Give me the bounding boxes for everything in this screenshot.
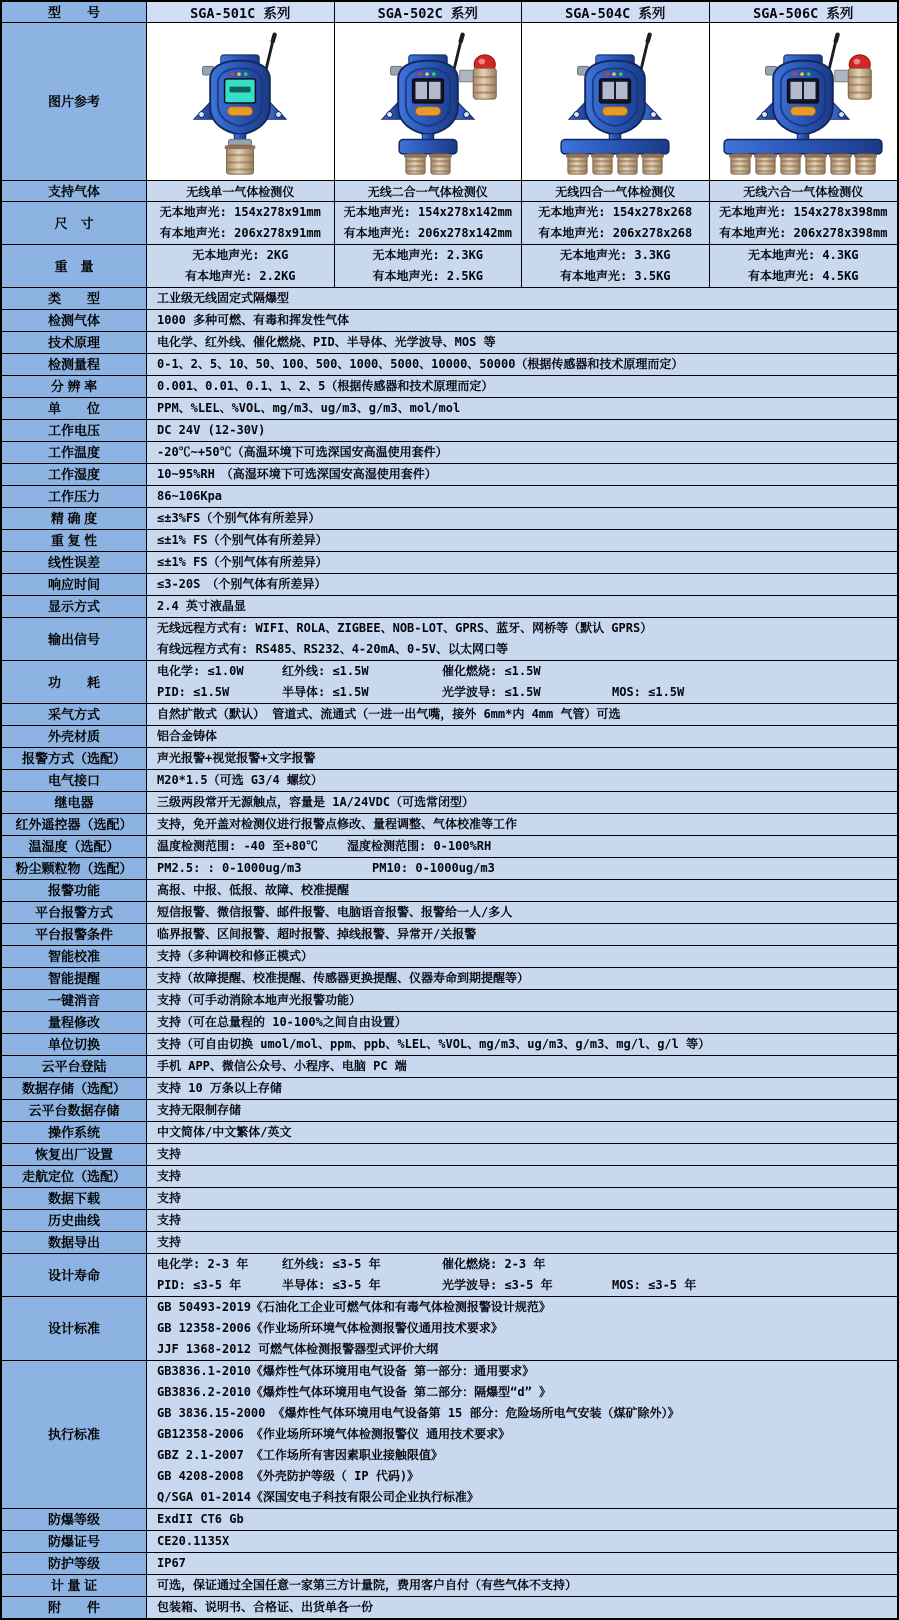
spec-row-label: 量程修改 [2,1012,147,1034]
size-line: 有本地声光: 206x278x91mm [159,226,321,240]
value-line: 支持（多种调校和修正模式） [157,949,314,963]
value-line: 0-1、2、5、10、50、100、500、1000、5000、10000、50000（根据传感器和技术原理而定） [157,357,684,371]
value-line: GBZ 2.1-2007 《工作场所有害因素职业接触限值》 [157,1448,443,1462]
value-line: 三级两段常开无源触点，容量是 1A/24VDC（可选常闭型） [157,795,475,809]
spec-row-value [147,792,897,814]
spec-row-value [147,1509,897,1531]
value-line: 支持（可自由切换 umol/mol、ppm、ppb、%LEL、%VOL、mg/m3、ug/m3、g/m3、mg/l、g/l 等） [157,1037,711,1051]
spec-row-ex-cert-no [2,1531,897,1553]
spec-row-value [147,530,897,552]
spec-row-ir-remote [2,814,897,836]
spec-row-value [147,508,897,530]
spec-row-label: 功 耗 [2,661,147,704]
spec-row-label: 执行标准 [2,1361,147,1509]
spec-row-value [147,420,897,442]
value-segment: 半导体: ≤3-5 年 [282,1278,381,1292]
spec-row-display [2,596,897,618]
value-line: GB3836.2-2010《爆炸性气体环境用电气设备 第二部分：隔爆型“d” 》 [157,1385,552,1399]
weight-line: 有本地声光: 4.5KG [747,269,859,283]
size-line: 有本地声光: 206x278x398mm [719,226,888,240]
spec-row-cloud-storage [2,1100,897,1122]
sga-506c-wireless-6in1-gas-detector-image [711,26,895,178]
spec-row-ip-grade [2,1553,897,1575]
spec-row-value [147,288,897,310]
value-segment: PM2.5: : 0-1000ug/m3 [157,861,302,875]
value-line: CE20.1135X [157,1534,230,1548]
spec-row-label: 类 型 [2,288,147,310]
size-line: 有本地声光: 206x278x142mm [343,226,512,240]
spec-row-label: 云平台数据存储 [2,1100,147,1122]
spec-row-label: 粉尘颗粒物（选配） [2,858,147,880]
value-segment: PM10: 0-1000ug/m3 [372,861,495,875]
weight-line: 无本地声光: 3.3KG [559,248,671,262]
value-line: 铝合金铸体 [157,729,218,743]
spec-row-value [147,814,897,836]
support-value: 无线二合一气体检测仪 [335,181,523,202]
value-line: 中文简体/中文繁体/英文 [157,1125,292,1139]
spec-row-label: 工作温度 [2,442,147,464]
device-cell [522,23,710,181]
spec-row-label: 附 件 [2,1597,147,1618]
spec-row-work-pressure [2,486,897,508]
spec-row-value [147,661,897,704]
value-segment: 湿度检测范围: 0-100%RH [347,839,492,853]
support-value: 无线六合一气体检测仪 [710,181,898,202]
size-value [147,202,335,245]
spec-row-label: 历史曲线 [2,1210,147,1232]
value-line: ≤3-20S （个别气体有所差异） [157,577,327,591]
value-line: IP67 [157,1556,186,1570]
model-header-sga-506c: SGA-506C 系列 [710,2,898,23]
value-line: GB 3836.15-2000 《爆炸性气体环境用电气设备第 15 部分：危险场所电气安装（煤矿除外）》 [157,1406,680,1420]
image-row-label: 图片参考 [2,23,147,181]
spec-row-value [147,1575,897,1597]
spec-row-label: 操作系统 [2,1122,147,1144]
size-line: 无本地声光: 154x278x268 [538,205,693,219]
spec-row-label: 输出信号 [2,618,147,661]
spec-row-voltage [2,420,897,442]
value-line: PPM、%LEL、%VOL、mg/m3、ug/m3、g/m3、mol/mol [157,401,461,415]
spec-row-response-time [2,574,897,596]
size-row [2,202,897,245]
supported-gas-row [2,181,897,202]
spec-row-value [147,1144,897,1166]
value-line: GB 50493-2019《石油化工企业可燃气体和有毒气体检测报警设计规范》 [157,1300,551,1314]
size-row-label: 尺 寸 [2,202,147,245]
value-line: 自然扩散式（默认） 管道式、流通式（一进一出气嘴，接外 6mm*内 4mm 气管）可选 [157,707,621,721]
spec-row-dust-opt [2,858,897,880]
value-line: -20℃~+50℃（高温环境下可选深国安高温使用套件） [157,445,448,459]
spec-row-factory-reset [2,1144,897,1166]
value-line: ≤±3%FS（个别气体有所差异） [157,511,321,525]
spec-row-data-storage-opt [2,1078,897,1100]
value-line: 支持 [157,1235,182,1249]
value-line: 声光报警+视觉报警+文字报警 [157,751,316,765]
spec-row-value [147,1056,897,1078]
spec-row-work-temp [2,442,897,464]
spec-row-platform-alarm-mode [2,902,897,924]
spec-row-value [147,924,897,946]
value-line: 支持 [157,1169,182,1183]
spec-row-label: 防爆证号 [2,1531,147,1553]
value-line: 手机 APP、微信公众号、小程序、电脑 PC 端 [157,1059,407,1073]
spec-row-label: 设计标准 [2,1297,147,1361]
spec-row-value [147,902,897,924]
value-line: 支持（可手动消除本地声光报警功能） [157,993,362,1007]
value-segment: 催化燃烧: 2-3 年 [442,1257,546,1271]
spec-row-value [147,574,897,596]
value-segment: 红外线: ≤3-5 年 [282,1257,381,1271]
spec-row-label: 防护等级 [2,1553,147,1575]
spec-row-history-curve [2,1210,897,1232]
spec-row-type [2,288,897,310]
device-cell [335,23,523,181]
spec-rows [2,288,897,1618]
weight-value [335,245,523,288]
spec-row-value [147,748,897,770]
spec-row-value [147,596,897,618]
spec-row-smart-reminder [2,968,897,990]
value-line: 临界报警、区间报警、超时报警、掉线报警、异常开/关报警 [157,927,477,941]
spec-row-label: 工作压力 [2,486,147,508]
device-cell [710,23,898,181]
size-line: 无本地声光: 154x278x398mm [719,205,888,219]
model-header-sga-504c: SGA-504C 系列 [522,2,710,23]
spec-row-label: 温湿度（选配） [2,836,147,858]
spec-row-label: 数据存储（选配） [2,1078,147,1100]
value-line: 支持无限制存储 [157,1103,242,1117]
spec-row-value [147,1210,897,1232]
weight-line: 无本地声光: 4.3KG [747,248,859,262]
spec-row-value [147,1012,897,1034]
spec-row-value [147,1361,897,1509]
spec-row-alarm-levels [2,880,897,902]
spec-row-value [147,354,897,376]
spec-row-unit-switch [2,1034,897,1056]
spec-row-value [147,398,897,420]
spec-row-value [147,946,897,968]
weight-value [147,245,335,288]
spec-row-os [2,1122,897,1144]
spec-row-value [147,464,897,486]
spec-row-repeatability [2,530,897,552]
value-line: 支持（可在总量程的 10-100%之间自由设置） [157,1015,407,1029]
value-line: 短信报警、微信报警、邮件报警、电脑语音报警、报警给一人/多人 [157,905,513,919]
spec-row-design-life [2,1254,897,1297]
value-segment: 半导体: ≤1.5W [282,685,369,699]
spec-row-label: 采气方式 [2,704,147,726]
value-line: 有线远程方式有: RS485、RS232、4-20mA、0-5V、以太网口等 [157,642,508,656]
spec-row-sampling [2,704,897,726]
value-line: GB12358-2006 《作业场所环境气体检测报警仪 通用技术要求》 [157,1427,511,1441]
spec-row-value [147,1531,897,1553]
device-cell [147,23,335,181]
value-segment: 光学波导: ≤1.5W [442,685,541,699]
spec-row-label: 重 复 性 [2,530,147,552]
spec-row-value [147,770,897,792]
spec-row-label: 显示方式 [2,596,147,618]
value-line: 包装箱、说明书、合格证、出货单各一份 [157,1600,374,1614]
value-grid-line [157,682,893,703]
spec-row-ex-grade [2,1509,897,1531]
value-segment: 电化学: 2-3 年 [157,1257,249,1271]
weight-row [2,245,897,288]
spec-row-label: 外壳材质 [2,726,147,748]
value-segment: MOS: ≤1.5W [612,685,685,699]
spec-row-value [147,332,897,354]
spec-row-value [147,704,897,726]
spec-row-label: 工作电压 [2,420,147,442]
spec-row-label: 云平台登陆 [2,1056,147,1078]
spec-row-nav-location-opt [2,1166,897,1188]
value-segment: 温度检测范围: -40 至+80℃ [157,839,319,853]
spec-row-value [147,618,897,661]
spec-row-unit [2,398,897,420]
spec-row-accessories [2,1597,897,1618]
value-segment: 电化学: ≤1.0W [157,664,244,678]
spec-row-value [147,1078,897,1100]
model-header-sga-501c: SGA-501C 系列 [147,2,335,23]
sga-502c-wireless-2in1-gas-detector-image [336,26,520,178]
value-line: GB 4208-2008 《外壳防护等级（ IP 代码)》 [157,1469,420,1483]
header-model-label: 型 号 [2,2,147,23]
spec-row-label: 计 量 证 [2,1575,147,1597]
spec-row-value [147,552,897,574]
weight-value [522,245,710,288]
weight-value [710,245,898,288]
weight-line: 有本地声光: 3.5KG [559,269,671,283]
weight-line: 有本地声光: 2.5KG [372,269,484,283]
value-line: 支持 [157,1191,182,1205]
spec-row-label: 单位切换 [2,1034,147,1056]
value-line: 10~95%RH （高湿环境下可选深国安高湿使用套件） [157,467,437,481]
spec-row-label: 单 位 [2,398,147,420]
spec-row-value [147,1166,897,1188]
size-line: 有本地声光: 206x278x268 [538,226,693,240]
value-grid-line [157,858,893,879]
spec-row-label: 智能校准 [2,946,147,968]
spec-row-label: 检测气体 [2,310,147,332]
value-line: M20*1.5（可选 G3/4 螺纹） [157,773,323,787]
value-line: ≤±1% FS（个别气体有所差异） [157,555,328,569]
header-row [2,2,897,23]
size-line: 无本地声光: 154x278x91mm [159,205,321,219]
spec-row-work-humidity [2,464,897,486]
spec-row-alarm-mode [2,748,897,770]
size-line: 无本地声光: 154x278x142mm [343,205,512,219]
value-segment: PID: ≤1.5W [157,685,230,699]
spec-row-label: 智能提醒 [2,968,147,990]
spec-row-housing [2,726,897,748]
value-line: ≤±1% FS（个别气体有所差异） [157,533,328,547]
value-line: DC 24V (12-30V) [157,423,266,437]
spec-row-value [147,1597,897,1618]
spec-row-label: 数据下载 [2,1188,147,1210]
spec-row-data-download [2,1188,897,1210]
spec-row-label: 精 确 度 [2,508,147,530]
spec-row-label: 数据导出 [2,1232,147,1254]
spec-row-label: 一键消音 [2,990,147,1012]
spec-row-data-export [2,1232,897,1254]
sga-501c-wireless-single-gas-detector-image [148,26,332,178]
spec-row-label: 平台报警方式 [2,902,147,924]
spec-row-value [147,880,897,902]
spec-row-label: 防爆等级 [2,1509,147,1531]
spec-row-output-signal [2,618,897,661]
spec-row-exec-standard [2,1361,897,1509]
value-line: 0.001、0.01、0.1、1、2、5（根据传感器和技术原理而定） [157,379,494,393]
spec-row-value [147,1553,897,1575]
spec-row-value [147,1297,897,1361]
value-line: 支持 [157,1147,182,1161]
value-line: 2.4 英寸液晶显 [157,599,246,613]
spec-row-label: 技术原理 [2,332,147,354]
value-line: JJF 1368-2012 可燃气体检测报警器型式评价大纲 [157,1342,439,1356]
spec-row-design-standard [2,1297,897,1361]
value-line: 86~106Kpa [157,489,223,503]
value-line: 支持 [157,1213,182,1227]
spec-row-relay [2,792,897,814]
value-segment: PID: ≤3-5 年 [157,1278,242,1292]
weight-line: 有本地声光: 2.2KG [184,269,296,283]
spec-row-value [147,858,897,880]
spec-row-value [147,376,897,398]
spec-row-accuracy [2,508,897,530]
value-line: 高报、中报、低报、故障、校准提醒 [157,883,350,897]
spec-row-value [147,968,897,990]
spec-row-linearity [2,552,897,574]
spec-row-platform-alarm-cond [2,924,897,946]
value-line: Q/SGA 01-2014《深国安电子科技有限公司企业执行标准》 [157,1490,479,1504]
spec-row-value [147,990,897,1012]
spec-row-value [147,1254,897,1297]
spec-row-label: 电气接口 [2,770,147,792]
spec-row-value [147,1232,897,1254]
spec-row-label: 检测量程 [2,354,147,376]
spec-row-value [147,1122,897,1144]
spec-row-label: 线性误差 [2,552,147,574]
spec-row-cloud-login [2,1056,897,1078]
value-segment: 红外线: ≤1.5W [282,664,369,678]
spec-row-value [147,442,897,464]
spec-row-value [147,310,897,332]
spec-row-label: 报警方式（选配） [2,748,147,770]
spec-row-temp-humidity-opt [2,836,897,858]
spec-row-smart-calibration [2,946,897,968]
value-line: 无线远程方式有: WIFI、ROLA、ZIGBEE、NOB-LOT、GPRS、蓝牙、网桥等（默认 GPRS） [157,621,653,635]
spec-row-metrology-cert [2,1575,897,1597]
spec-row-one-key-mute [2,990,897,1012]
support-row-label: 支持气体 [2,181,147,202]
spec-row-label: 恢复出厂设置 [2,1144,147,1166]
value-segment: 催化燃烧: ≤1.5W [442,664,541,678]
weight-line: 无本地声光: 2KG [192,248,289,262]
spec-row-label: 报警功能 [2,880,147,902]
spec-row-power-consumption [2,661,897,704]
support-value: 无线单一气体检测仪 [147,181,335,202]
value-line: GB3836.1-2010《爆炸性气体环境用电气设备 第一部分：通用要求》 [157,1364,535,1378]
model-header-sga-502c: SGA-502C 系列 [335,2,523,23]
value-line: GB 12358-2006《作业场所环境气体检测报警仪通用技术要求》 [157,1321,503,1335]
value-grid-line [157,1254,893,1275]
value-line: 支持 10 万条以上存储 [157,1081,282,1095]
value-grid-line [157,661,893,682]
spec-row-value [147,1034,897,1056]
spec-row-resolution [2,376,897,398]
value-grid-line [157,1275,893,1296]
value-segment: MOS: ≤3-5 年 [612,1278,697,1292]
spec-row-label: 红外遥控器（选配） [2,814,147,836]
spec-row-value [147,726,897,748]
spec-row-label: 平台报警条件 [2,924,147,946]
spec-row-value [147,836,897,858]
value-line: 1000 多种可燃、有毒和挥发性气体 [157,313,350,327]
spec-row-label: 走航定位（选配） [2,1166,147,1188]
spec-row-label: 设计寿命 [2,1254,147,1297]
spec-row-label: 工作湿度 [2,464,147,486]
spec-row-value [147,1100,897,1122]
sga-504c-wireless-4in1-gas-detector-image [523,26,707,178]
image-reference-row [2,23,897,181]
spec-row-value [147,1188,897,1210]
spec-row-electrical-port [2,770,897,792]
size-value [710,202,898,245]
weight-line: 无本地声光: 2.3KG [372,248,484,262]
value-grid-line [157,836,893,857]
weight-row-label: 重 量 [2,245,147,288]
value-line: 可选，保证通过全国任意一家第三方计量院，费用客户自付（有些气体不支持） [157,1578,578,1592]
value-line: ExdII CT6 Gb [157,1512,244,1526]
value-line: 支持，免开盖对检测仪进行报警点修改、量程调整、气体校准等工作 [157,817,518,831]
value-line: 支持（故障提醒、校准提醒、传感器更换提醒、仪器寿命到期提醒等） [157,971,530,985]
spec-row-range [2,354,897,376]
spec-row-label: 响应时间 [2,574,147,596]
spec-row-label: 继电器 [2,792,147,814]
size-value [522,202,710,245]
size-value [335,202,523,245]
spec-row-detect-gases [2,310,897,332]
value-segment: 光学波导: ≤3-5 年 [442,1278,553,1292]
spec-row-principle [2,332,897,354]
value-line: 工业级无线固定式隔爆型 [157,291,290,305]
value-line: 电化学、红外线、催化燃烧、PID、半导体、光学波导、MOS 等 [157,335,496,349]
spec-row-value [147,486,897,508]
spec-row-label: 分 辨 率 [2,376,147,398]
support-value: 无线四合一气体检测仪 [522,181,710,202]
spec-row-range-modify [2,1012,897,1034]
